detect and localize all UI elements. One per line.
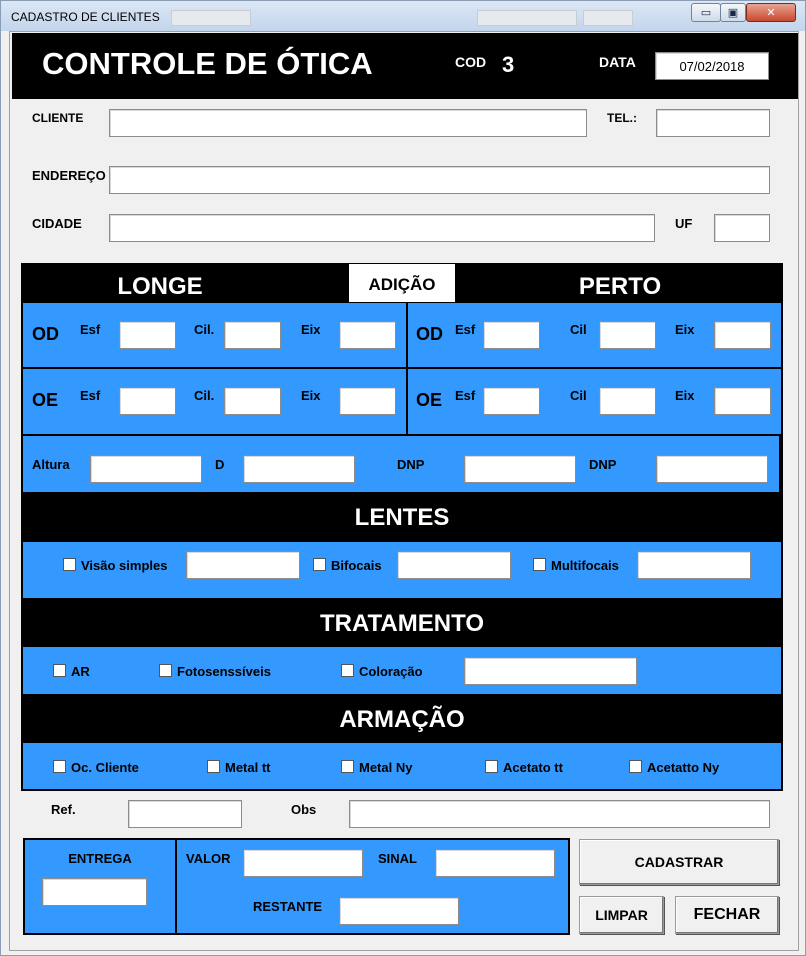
armacao-title: ARMAÇÃO — [339, 706, 465, 733]
perto-oe-eix-label: Eix — [675, 388, 695, 403]
form-header — [12, 33, 798, 99]
perto-od-esf-label: Esf — [455, 322, 476, 337]
longe-od-cil-field[interactable] — [224, 321, 281, 349]
perto-title: PERTO — [578, 273, 662, 300]
obs-field[interactable] — [349, 800, 770, 828]
limpar-button[interactable]: LIMPAR — [579, 896, 664, 934]
background-app-field — [477, 10, 577, 26]
cliente-label: CLIENTE — [32, 111, 84, 125]
cidade-label: CIDADE — [32, 216, 82, 231]
form-body — [9, 31, 799, 951]
perto-oe-esf-label: Esf — [455, 388, 476, 403]
visao-simples-field[interactable] — [186, 551, 300, 579]
perto-oe-esf-field[interactable] — [483, 387, 540, 415]
ar-label: AR — [71, 664, 90, 679]
longe-oe-eix-label: Eix — [301, 388, 321, 403]
longe-od-eix-field[interactable] — [339, 321, 396, 349]
endereco-field[interactable] — [109, 166, 770, 194]
longe-od-cil-label: Cil. — [194, 322, 215, 337]
bifocais-field[interactable] — [397, 551, 511, 579]
longe-oe-cil-field[interactable] — [224, 387, 281, 415]
valor-field[interactable] — [243, 849, 363, 877]
fechar-button[interactable]: FECHAR — [675, 896, 779, 934]
fotossensiveis-label: Fotosenssíveis — [177, 664, 271, 679]
multifocais-label: Multifocais — [551, 558, 619, 573]
tel-field[interactable] — [656, 109, 770, 137]
longe-od-esf-field[interactable] — [119, 321, 176, 349]
metal-ny-checkbox[interactable] — [341, 760, 354, 773]
entrega-label: ENTREGA — [68, 851, 132, 866]
perto-oe-cil-field[interactable] — [599, 387, 656, 415]
cidade-field[interactable] — [109, 214, 655, 242]
uf-field[interactable] — [714, 214, 770, 242]
data-field[interactable]: 07/02/2018 — [655, 52, 769, 80]
background-app-field — [583, 10, 633, 26]
perto-od-label: OD — [416, 324, 443, 344]
restore-icon[interactable]: ▣ — [720, 3, 746, 22]
perto-od-esf-field[interactable] — [483, 321, 540, 349]
longe-oe-esf-field[interactable] — [119, 387, 176, 415]
metal-tt-label: Metal tt — [225, 760, 271, 775]
title-bar[interactable] — [1, 1, 805, 31]
data-label: DATA — [599, 54, 636, 70]
perto-oe-eix-field[interactable] — [714, 387, 771, 415]
acetato-tt-checkbox[interactable] — [485, 760, 498, 773]
endereco-label: ENDEREÇO — [32, 168, 106, 183]
acetatto-ny-checkbox[interactable] — [629, 760, 642, 773]
dnp-field-2[interactable] — [656, 455, 768, 483]
metal-ny-label: Metal Ny — [359, 760, 413, 775]
valor-label: VALOR — [186, 851, 231, 866]
cod-label: COD — [455, 54, 487, 70]
minimize-icon[interactable]: ▭ — [691, 3, 721, 22]
perto-oe-label: OE — [416, 390, 443, 410]
perto-od-eix-label: Eix — [675, 322, 695, 337]
longe-title: LONGE — [117, 273, 203, 300]
altura-label: Altura — [32, 457, 70, 472]
acetato-tt-label: Acetato tt — [503, 760, 563, 775]
ref-label: Ref. — [51, 802, 76, 817]
multifocais-checkbox[interactable] — [533, 558, 546, 571]
perto-od-cil-label: Cil — [570, 322, 587, 337]
longe-od-esf-label: Esf — [80, 322, 101, 337]
lentes-title: LENTES — [354, 504, 450, 531]
obs-label: Obs — [291, 802, 317, 817]
longe-oe-cil-label: Cil. — [194, 388, 215, 403]
tratamento-title: TRATAMENTO — [320, 610, 484, 637]
cliente-field[interactable] — [109, 109, 587, 137]
close-icon[interactable]: ✕ — [746, 3, 796, 22]
metal-tt-checkbox[interactable] — [207, 760, 220, 773]
window-title: CADASTRO DE CLIENTES — [11, 10, 160, 24]
longe-od-label: OD — [32, 324, 59, 344]
d-label: D — [215, 457, 225, 472]
cod-value: 3 — [502, 52, 515, 77]
fotossensiveis-checkbox[interactable] — [159, 664, 172, 677]
bifocais-label: Bifocais — [331, 558, 382, 573]
cadastrar-button[interactable]: CADASTRAR — [579, 839, 779, 885]
dnp-label-2: DNP — [589, 457, 617, 472]
ar-checkbox[interactable] — [53, 664, 66, 677]
sinal-label: SINAL — [378, 851, 417, 866]
oc-cliente-checkbox[interactable] — [53, 760, 66, 773]
visao-simples-checkbox[interactable] — [63, 558, 76, 571]
restante-label: RESTANTE — [253, 899, 323, 914]
uf-label: UF — [675, 216, 693, 231]
longe-oe-label: OE — [32, 390, 59, 410]
restante-field[interactable] — [339, 897, 459, 925]
adicao-title: ADIÇÃO — [368, 275, 436, 294]
dnp-field-1[interactable] — [464, 455, 576, 483]
sinal-field[interactable] — [435, 849, 555, 877]
perto-oe-cil-label: Cil — [570, 388, 587, 403]
perto-od-eix-field[interactable] — [714, 321, 771, 349]
background-app-field — [171, 10, 251, 26]
coloracao-field[interactable] — [464, 657, 637, 685]
ref-field[interactable] — [128, 800, 242, 828]
acetatto-ny-label: Acetatto Ny — [647, 760, 720, 775]
longe-oe-esf-label: Esf — [80, 388, 101, 403]
bifocais-checkbox[interactable] — [313, 558, 326, 571]
tel-label: TEL.: — [607, 111, 637, 125]
page-title: CONTROLE DE ÓTICA — [42, 46, 373, 81]
entrega-field[interactable] — [42, 878, 147, 906]
multifocais-field[interactable] — [637, 551, 751, 579]
longe-oe-eix-field[interactable] — [339, 387, 396, 415]
altura-field[interactable] — [90, 455, 202, 483]
d-field[interactable] — [243, 455, 355, 483]
visao-simples-label: Visão simples — [81, 558, 168, 573]
oc-cliente-label: Oc. Cliente — [71, 760, 139, 775]
perto-od-cil-field[interactable] — [599, 321, 656, 349]
coloracao-label: Coloração — [359, 664, 423, 679]
longe-od-eix-label: Eix — [301, 322, 321, 337]
coloracao-checkbox[interactable] — [341, 664, 354, 677]
dnp-label-1: DNP — [397, 457, 425, 472]
